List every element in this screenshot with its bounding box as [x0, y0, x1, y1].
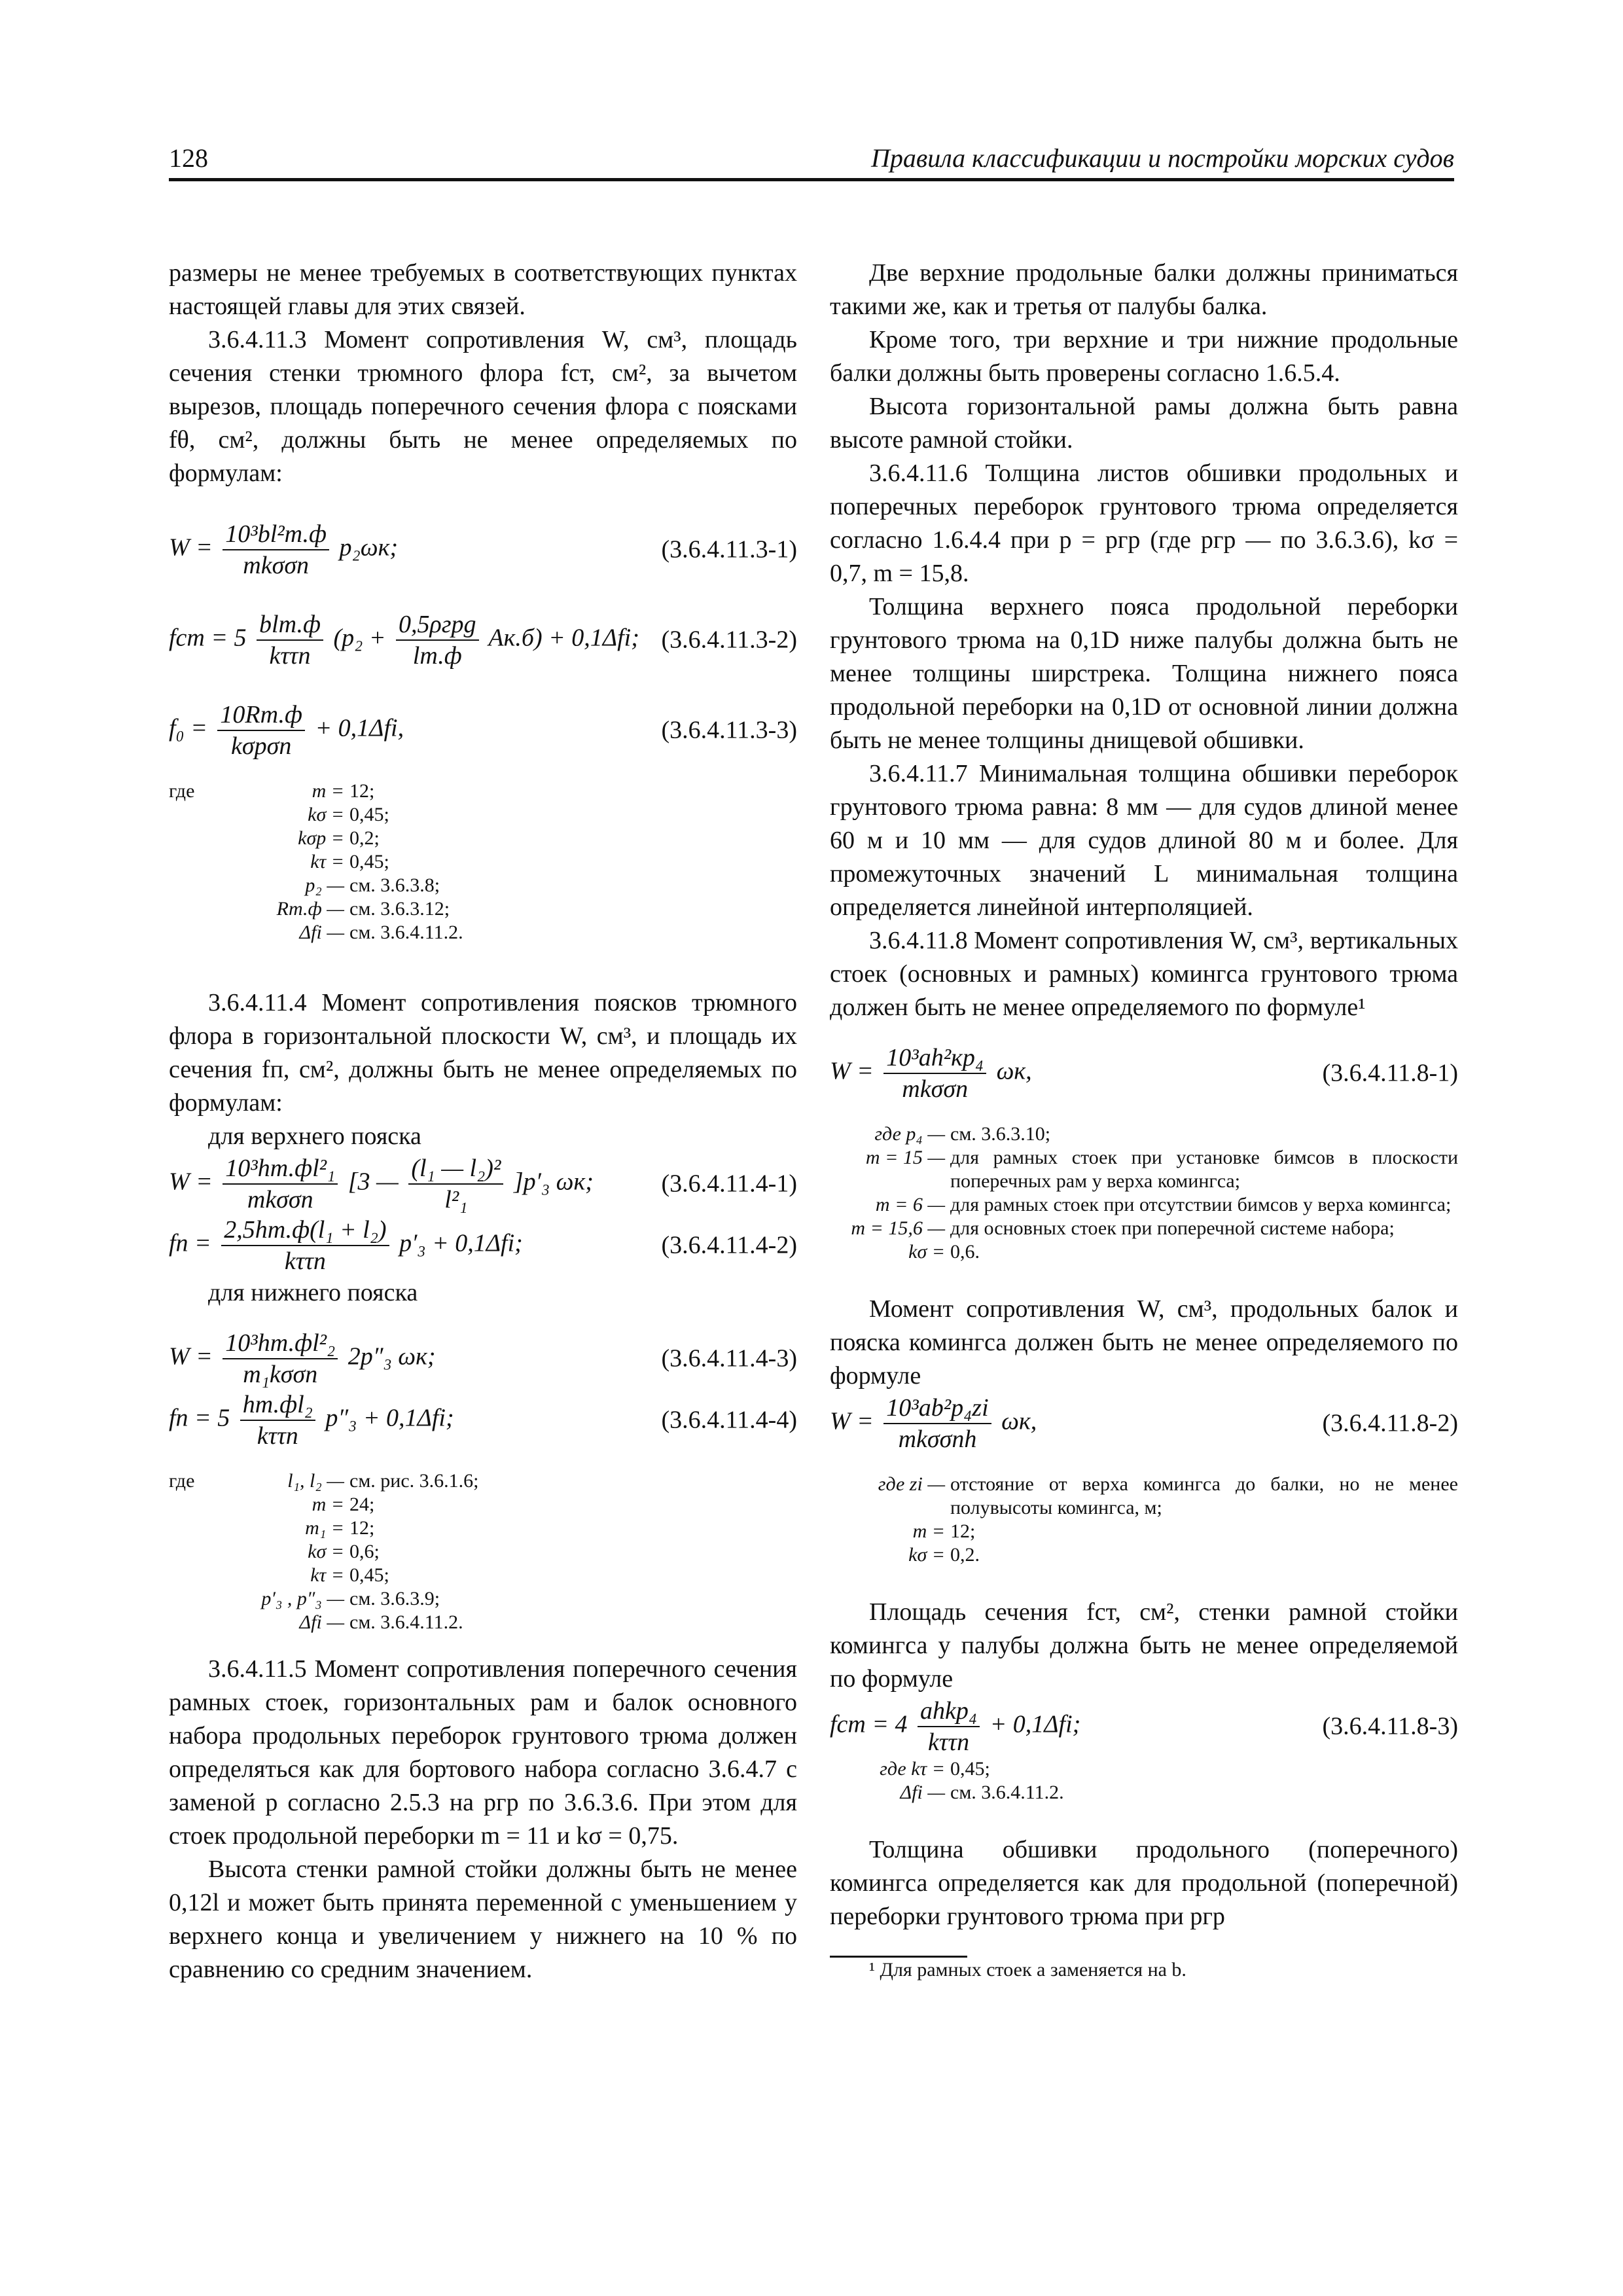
running-title: Правила классификации и постройки морских судов	[870, 143, 1454, 173]
left-column	[169, 257, 797, 1986]
formula-number: (3.6.4.11.4-2)	[661, 1231, 797, 1259]
formula-numerator: 10³ah²кp₄	[883, 1043, 986, 1074]
where-list-2: где l₁, l₂ — см. рис. 3.6.1.6; m = 24; m₁ = 12; kσ = 0,6; kτ = 0,45; p′₃ , p″₃ — см. 3.6.3.9; Δfi — см. 3.6.4.11.2.	[169, 1470, 479, 1633]
formula-3-6-4-11-4-1	[169, 1153, 797, 1215]
formula-lhs: fст = 4	[830, 1710, 908, 1738]
formula-denominator: mkσσn	[902, 1075, 969, 1103]
formula-lhs: W =	[169, 1342, 213, 1371]
paragraph: Две верхние продольные балки должны приниматься такими же, как и третья от палубы балка.	[830, 259, 1458, 320]
formula-number: (3.6.4.11.4-4)	[661, 1406, 797, 1434]
paragraph: Момент сопротивления W, см³, продольных балок и пояска комингса должен быть не менее определяемого по формуле	[830, 1295, 1458, 1390]
lower-flange-label: для нижнего пояска	[208, 1279, 418, 1306]
formula-denominator: kττn	[284, 1247, 326, 1275]
formula-number: (3.6.4.11.8-3)	[1322, 1712, 1458, 1740]
formula-numerator: 10³ab²p₄zi	[883, 1393, 991, 1424]
formula-denominator: lт.ф	[412, 642, 462, 670]
formula-numerator: blт.ф	[257, 609, 323, 641]
formula-3-6-4-11-3-3	[169, 700, 797, 761]
formula-numerator: ahkp₄	[918, 1696, 980, 1727]
formula-lhs: fст = 5	[169, 624, 247, 652]
formula-denominator: l²₁	[444, 1186, 468, 1213]
formula-number: (3.6.4.11.4-1)	[661, 1170, 797, 1198]
formula-number: (3.6.4.11.4-3)	[661, 1344, 797, 1372]
formula-numerator: 10³bl²т.ф	[223, 519, 329, 550]
formula-3-6-4-11-3-1	[169, 519, 797, 581]
formula-denominator: kσpσn	[231, 732, 292, 760]
formula-lhs: fп =	[169, 1229, 211, 1257]
formula-3-6-4-11-3-2	[169, 609, 797, 671]
paragraph: размеры не менее требуемых в соответствующих пунктах настоящей главы для этих связей.	[169, 259, 797, 320]
formula-lhs: fп = 5	[169, 1404, 230, 1432]
formula-numerator: (l₁ — l₂)²	[408, 1153, 503, 1185]
formula-3-6-4-11-8-2	[830, 1393, 1458, 1454]
paragraph-3-6-4-11-4: 3.6.4.11.4 Момент сопротивления поясков трюмного флора в горизонтальной плоскости W, см³, и площадь их сечения fп, см², должны быть не менее определяемых по формулам:	[169, 989, 797, 1117]
formula-lhs: W =	[169, 533, 213, 562]
page-number: 128	[169, 143, 208, 173]
formula-lhs: W =	[169, 1168, 213, 1196]
formula-numerator: 10Rт.ф	[217, 700, 305, 731]
formula-3-6-4-11-8-3	[830, 1696, 1458, 1757]
formula-tail: p′₃ + 0,1Δfi;	[399, 1229, 523, 1257]
paragraph-3-6-4-11-8: 3.6.4.11.8 Момент сопротивления W, см³, вертикальных стоек (основных и рамных) комингса грунтового трюма должен быть не менее определяемого по формуле¹	[830, 927, 1458, 1021]
formula-tail: p″₃ + 0,1Δfi;	[325, 1404, 454, 1432]
formula-tail: ωк,	[1001, 1407, 1037, 1435]
formula-number: (3.6.4.11.3-1)	[661, 535, 797, 564]
formula-mid: [3 —	[348, 1168, 399, 1196]
formula-numerator: 0,5ρгрg	[396, 609, 479, 641]
formula-denominator: kττn	[928, 1729, 970, 1756]
formula-numerator: hт.фl₂	[240, 1390, 315, 1421]
formula-3-6-4-11-4-3	[169, 1328, 797, 1390]
formula-tail: + 0,1Δfi;	[990, 1710, 1081, 1738]
upper-flange-label: для верхнего пояска	[208, 1122, 421, 1150]
where-list-5: где kτ = 0,45; Δfi — см. 3.6.4.11.2.	[880, 1758, 1064, 1803]
formula-tail: 2p″₃ ωк;	[348, 1342, 436, 1371]
formula-tail: ωк,	[996, 1057, 1032, 1085]
right-column	[830, 257, 1458, 1982]
formula-lhs: f₀ =	[169, 714, 207, 742]
formula-number: (3.6.4.11.3-2)	[661, 626, 797, 654]
formula-denominator: kττn	[269, 642, 311, 670]
formula-tail: ]p′₃ ωк;	[513, 1168, 594, 1196]
paragraph: Толщина обшивки продольного (поперечного) комингса определяется как для продольной (поперечной) переборки грунтового трюма при pгр	[830, 1836, 1458, 1930]
formula-denominator: kττn	[257, 1422, 298, 1450]
formula-tail: Aк.б) + 0,1Δfi;	[488, 624, 639, 652]
paragraph-3-6-4-11-7: 3.6.4.11.7 Минимальная толщина обшивки переборок грунтового трюма равна: 8 мм — для судов длиной менее 60 м и 10 мм — для судов длиной 80 м и более. Для промежуточных значений L минимальная толщина определяется линейной интерполяцией.	[830, 760, 1458, 921]
formula-lhs: W =	[830, 1057, 874, 1085]
formula-numerator: 10³hт.фl²₁	[223, 1153, 338, 1185]
formula-number: (3.6.4.11.8-1)	[1322, 1059, 1458, 1087]
formula-denominator: mkσσn	[247, 1186, 313, 1213]
formula-mid: (p₂ +	[333, 624, 386, 652]
paragraph: Кроме того, три верхние и три нижние продольные балки должны быть проверены согласно 1.6.5.4.	[830, 326, 1458, 387]
footnote: ¹ Для рамных стоек a заменяется на b.	[869, 1959, 1186, 1981]
paragraph-3-6-4-11-3: 3.6.4.11.3 Момент сопротивления W, см³, площадь сечения стенки трюмного флора fст, см², за вычетом вырезов, площадь поперечного сечения флора с поясками fθ, см², должны быть не менее определяемых по формулам:	[169, 326, 797, 487]
formula-numerator: 10³hт.фl²₂	[223, 1328, 338, 1359]
formula-denominator: mkσσnh	[898, 1426, 977, 1453]
formula-lhs: W =	[830, 1407, 874, 1435]
formula-numerator: 2,5hт.ф(l₁ + l₂)	[221, 1215, 389, 1246]
paragraph-3-6-4-11-6: 3.6.4.11.6 Толщина листов обшивки продольных и поперечных переборок грунтового трюма определяется согласно 1.6.4.4 при p = pгр (где pгр — по 3.6.3.6), kσ = 0,7, m = 15,8.	[830, 459, 1458, 587]
formula-number: (3.6.4.11.8-2)	[1322, 1409, 1458, 1437]
formula-3-6-4-11-8-1	[830, 1043, 1458, 1104]
where-list-1: где m = 12; kσ = 0,45; kσp = 0,2; kτ = 0,45; p₂ — см. 3.6.3.8; Rт.ф — см. 3.6.3.12; Δfi — см. 3.6.4.11.2.	[169, 780, 463, 943]
formula-denominator: mkσσn	[243, 552, 310, 579]
formula-number: (3.6.4.11.3-3)	[661, 716, 797, 744]
where-list-4: где zi — отстояние от верха комингса до балки, но не менее полувысоты комингса, м; m = 12; kσ = 0,2.	[878, 1473, 1458, 1566]
paragraph: Площадь сечения fст, см², стенки рамной стойки комингса у палубы должна быть не менее определяемой по формуле	[830, 1598, 1458, 1693]
formula-tail: + 0,1Δfi,	[315, 714, 404, 742]
formula-denominator: m₁kσσn	[243, 1361, 318, 1388]
paragraph: Высота стенки рамной стойки должны быть не менее 0,12l и может быть принята переменной с уменьшением у верхнего конца и увеличением у нижнего на 10 % по сравнению со средним значением.	[169, 1856, 797, 1983]
formula-3-6-4-11-4-2	[169, 1215, 797, 1276]
paragraph: Толщина верхнего пояса продольной переборки грунтового трюма на 0,1D ниже палубы должна быть не менее толщины ширстрека. Толщина нижнего пояса продольной переборки на 0,1D от основной линии должна быть не менее толщины днищевой обшивки.	[830, 593, 1458, 754]
paragraph-3-6-4-11-5: 3.6.4.11.5 Момент сопротивления поперечного сечения рамных стоек, горизонтальных рам и балок основного набора продольных переборок грунтового трюма должен определяться как для бортового набора согласно 3.6.4.7 с заменой p согласно 2.5.3 на pгр по 3.6.3.6. При этом для стоек продольной переборки m = 11 и kσ = 0,75.	[169, 1655, 797, 1850]
where-list-3: где p₄ — см. 3.6.3.10; m = 15 — для рамных стоек при установке бимсов в плоскости поперечных рам у верха комингса; m = 6 — для рамных стоек при отсутствии бимсов у верха комингса; m = 15,6 — для основных стоек при поперечной системе набора; kσ = 0,6.	[851, 1123, 1458, 1263]
formula-3-6-4-11-4-4	[169, 1390, 797, 1451]
header-rule	[169, 178, 1454, 181]
formula-tail: p₂ωк;	[339, 533, 399, 562]
paragraph: Высота горизонтальной рамы должна быть равна высоте рамной стойки.	[830, 393, 1458, 454]
